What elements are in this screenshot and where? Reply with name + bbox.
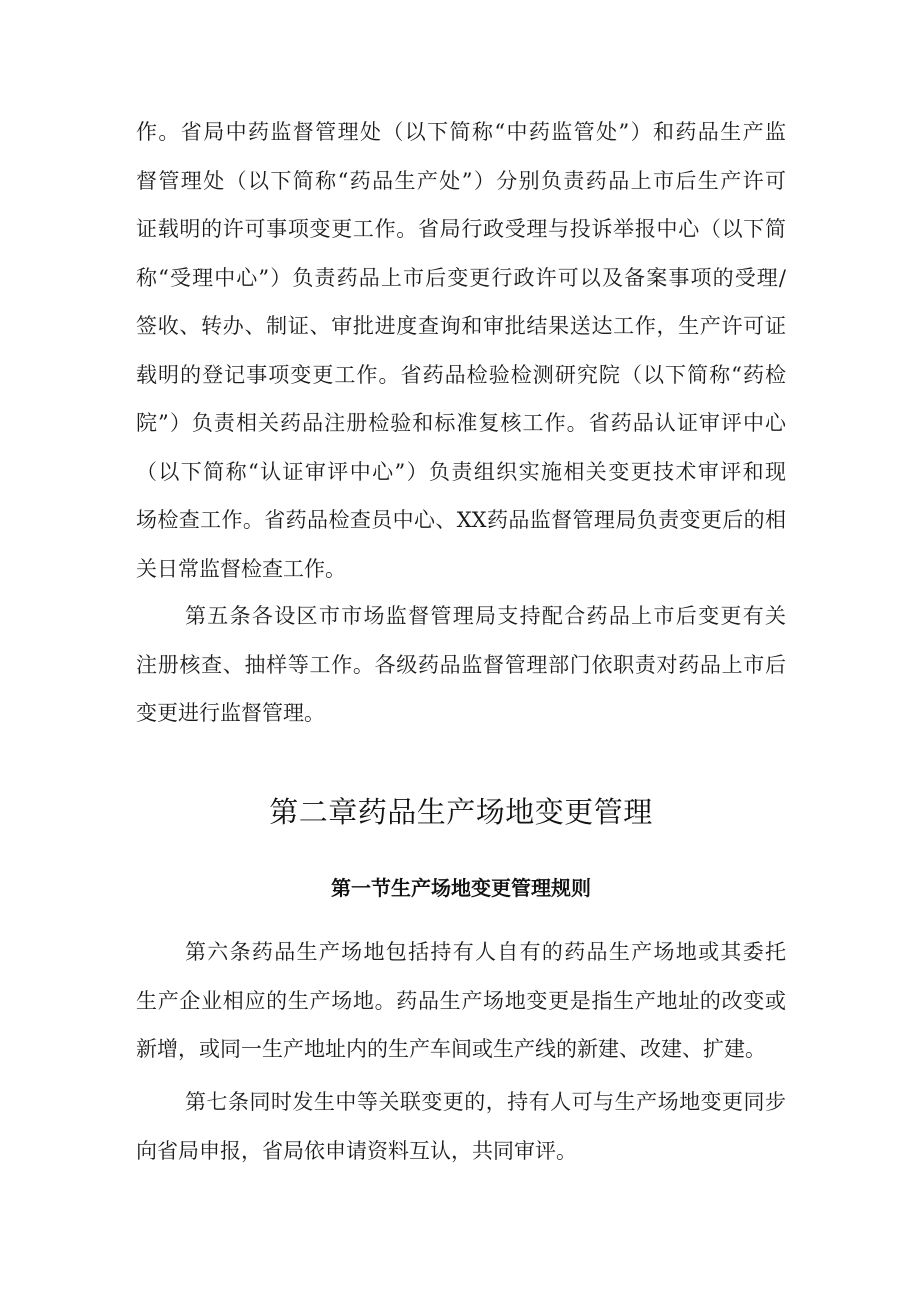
chapter-title: 第二章药品生产场地变更管理 [269,795,653,829]
text-line: 作。省局中药监督管理处（以下简称“中药监管处”）和药品生产监 [136,120,786,144]
text-line: 新增，或同一生产地址内的生产车间或生产线的新建、改建、扩建。 [136,1037,766,1061]
text-line: 关日常监督检查工作。 [136,556,346,581]
text-line: 督管理处（以下简称“药品生产处”）分别负责药品上市后生产许可 [136,168,786,193]
article-6-paragraph [136,932,786,1078]
text-line: 院”）负责相关药品注册检验和标准复核工作。省药品认证审评中心 [136,411,786,435]
text-line: 第七条同时发生中等关联变更的，持有人可与生产场地变更同步 [185,1090,786,1114]
text-line: 向省局申报，省局依申请资料互认，共同审评。 [136,1138,577,1163]
text-line: 第五条各设区市市场监督管理局支持配合药品上市后变更有关 [185,604,786,628]
text-line: 生产企业相应的生产场地。药品生产场地变更是指生产地址的改变或 [136,988,786,1013]
text-line: （以下简称“认证审评中心”）负责组织实施相关变更技术审评和现 [136,459,786,484]
text-line: 变更进行监督管理。 [136,701,325,725]
article-5-paragraph [136,596,786,742]
section-title: 第一节生产场地变更管理规则 [331,876,591,900]
paragraph-continued [136,112,786,597]
text-line: 称“受理中心”）负责药品上市后变更行政许可以及备案事项的受理/ [136,265,786,290]
text-line: 第六条药品生产场地包括持有人自有的药品生产场地或其委托 [185,940,786,964]
text-line: 载明的登记事项变更工作。省药品检验检测研究院（以下简称“药检 [136,362,786,387]
text-line: 注册核查、抽样等工作。各级药品监督管理部门依职责对药品上市后 [136,652,786,677]
text-line: 场检查工作。省药品检查员中心、XX药品监督管理局负责变更后的相 [136,508,786,532]
article-7-paragraph [136,1082,786,1179]
text-line: 签收、转办、制证、审批进度查询和审批结果送达工作，生产许可证 [136,314,786,338]
text-line: 证载明的许可事项变更工作。省局行政受理与投诉举报中心（以下简 [136,217,786,241]
